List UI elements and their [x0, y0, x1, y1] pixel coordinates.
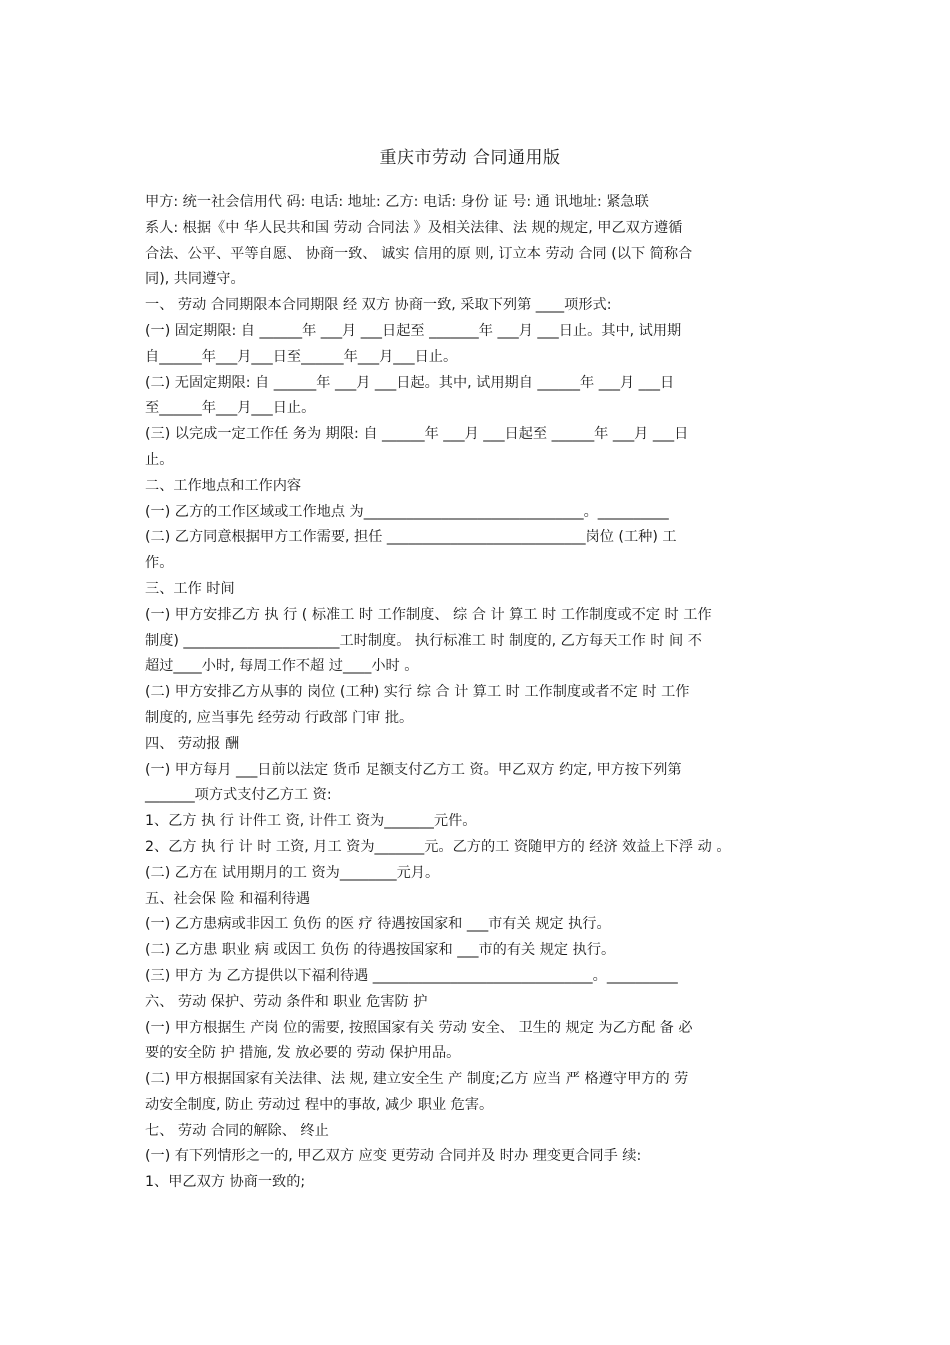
text-line: _______项方式支付乙方工 资:	[145, 787, 332, 804]
text-line: 制度的, 应当事先 经劳动 行政部 门审 批。	[145, 709, 414, 726]
section-heading: 三、工作 时间	[145, 580, 235, 597]
section-heading: 五、社会保 险 和福利待遇	[145, 890, 311, 907]
text-line: (二) 甲方根据国家有关法律、法 规, 建立安全生 产 制度;乙方 应当 严 格遵守甲方的 劳	[145, 1071, 689, 1088]
text-line: 系人: 根据《中 华人民共和国 劳动 合同法 》及相关法律、法 规的规定, 甲乙双方遵循	[145, 219, 683, 236]
text-line: (三) 以完成一定工作任 务为 期限: 自 ______年 ___月 ___日起至 ______年 ___月 ___日	[145, 426, 689, 443]
text-line: (二) 乙方同意根据甲方工作需要, 担任 ____________________________岗位 (工种) 工	[145, 529, 677, 546]
text-line: 同), 共同遵守。	[145, 271, 245, 288]
text-line: (二) 乙方患 职业 病 或因工 负伤 的待遇按国家和 ___市的有关 规定 执行。	[145, 942, 616, 959]
text-line: (一) 乙方的工作区域或工作地点 为_______________________________。__________	[145, 503, 669, 520]
text-line: (一) 有下列情形之一的, 甲乙双方 应变 更劳动 合同并及 时办 理变更合同手 续:	[145, 1148, 642, 1165]
section-heading: 二、工作地点和工作内容	[145, 477, 302, 494]
text-line: 甲方: 统一社会信用代 码: 电话: 地址: 乙方: 电话: 身份 证 号: 通 讯地址: 紧急联	[145, 194, 649, 210]
text-line: 至______年___月___日止。	[145, 400, 316, 417]
text-line: (一) 固定期限: 自 ______年 ___月 ___日起至 _______年 ___月 ___日止。其中, 试用期	[145, 322, 682, 339]
text-line: 1、乙方 执 行 计件工 资, 计件工 资为_______元件。	[145, 813, 477, 830]
text-line: 要的安全防 护 措施, 发 放必要的 劳动 保护用品。	[145, 1045, 461, 1062]
text-line: (一) 甲方安排乙方 执 行 ( 标准工 时 工作制度、 综 合 计 算工 时 工作制度或不定 时 工作	[145, 606, 712, 623]
text-line: (二) 无固定期限: 自 ______年 ___月 ___日起。其中, 试用期自 ______年 ___月 ___日	[145, 374, 675, 391]
text-line: (一) 甲方根据生 产岗 位的需要, 按照国家有关 劳动 安全、 卫生的 规定 为乙方配 备 必	[145, 1019, 693, 1036]
section-heading: 一、 劳动 合同期限本合同期限 经 双方 协商一致, 采取下列第 ____项形式:	[145, 297, 612, 314]
text-line: 自______年___月___日至______年___月___日止。	[145, 348, 458, 365]
section-heading: 六、 劳动 保护、劳动 条件和 职业 危害防 护	[145, 993, 428, 1010]
text-line: 动安全制度, 防止 劳动过 程中的事故, 减少 职业 危害。	[145, 1096, 494, 1113]
section-heading: 四、 劳动报 酬	[145, 735, 240, 752]
section-heading: 七、 劳动 合同的解除、 终止	[145, 1122, 329, 1139]
text-line: (一) 乙方患病或非因工 负伤 的医 疗 待遇按国家和 ___市有关 规定 执行。	[145, 916, 611, 933]
text-line: (二) 甲方安排乙方从事的 岗位 (工种) 实行 综 合 计 算工 时 工作制度或者不定 时 工作	[145, 684, 690, 701]
text-line: 2、乙方 执 行 计 时 工资, 月工 资为_______元。乙方的工 资随甲方的 经济 效益上下浮 动 。	[145, 838, 731, 855]
text-line: 1、甲乙双方 协商一致的;	[145, 1174, 306, 1191]
text-line: (二) 乙方在 试用期月的工 资为________元月。	[145, 864, 440, 881]
text-line: 止。	[145, 451, 174, 468]
text-line: 制度) ______________________工时制度。 执行标准工 时 制度的, 乙方每天工作 时 间 不	[145, 632, 702, 649]
document-body	[145, 190, 825, 1196]
text-line: (三) 甲方 为 乙方提供以下福利待遇 _______________________________。__________	[145, 967, 678, 984]
text-line: 作。	[145, 555, 174, 572]
document-title: 重庆市劳动 合同通用版	[379, 148, 561, 168]
text-line: (一) 甲方每月 ___日前以法定 货币 足额支付乙方工 资。甲乙双方 约定, 甲方按下列第	[145, 761, 682, 778]
text-line: 超过____小时, 每周工作不超 过____小时 。	[145, 658, 419, 675]
text-line: 合法、公平、平等自愿、 协商一致、 诚实 信用的原 则, 订立本 劳动 合同 (以下 简称合	[145, 245, 693, 262]
